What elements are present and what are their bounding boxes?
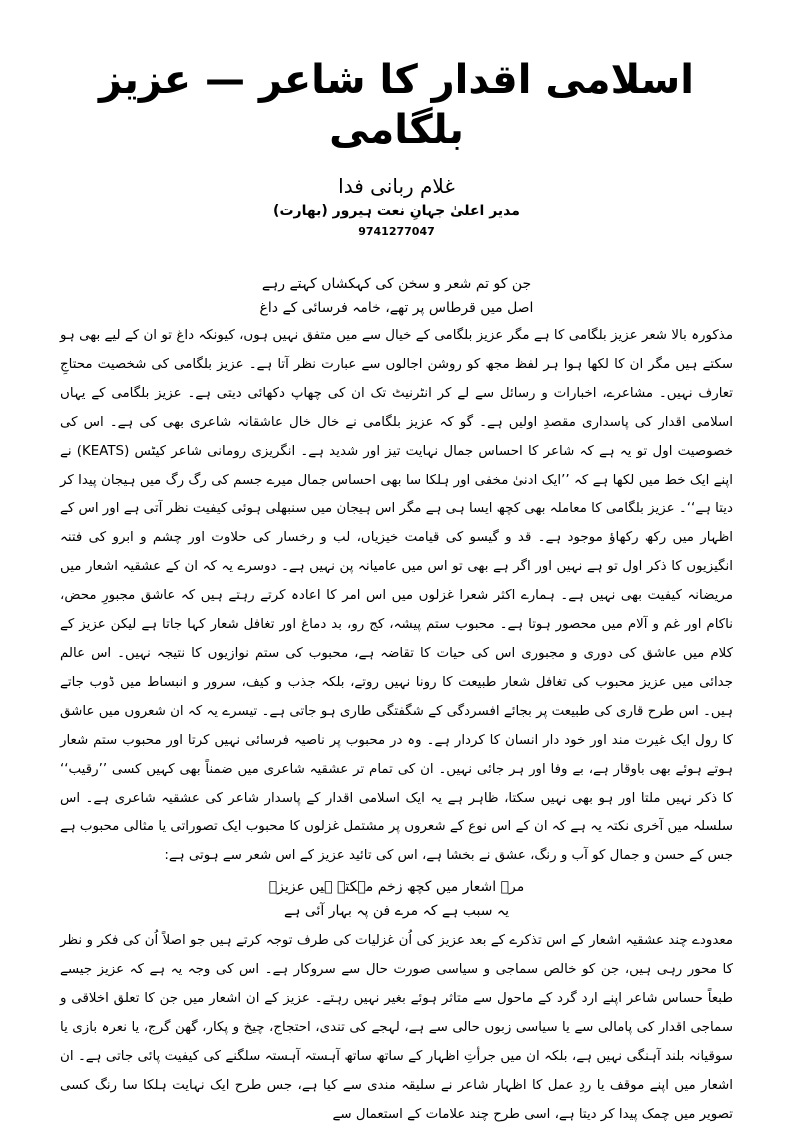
opening-verse-line-1: جن کو تم شعر و سخن کی کہکشاں کہتے رہے — [261, 276, 532, 292]
opening-verse — [60, 272, 733, 320]
inline-verse-line-2: یہ سبب ہے کہ مرے فن پہ بہار آئی ہے — [284, 903, 509, 920]
author-role: مدیر اعلیٰ جہانِ نعت ہیرور (بھارت) — [273, 203, 520, 219]
author-phone: 9741277047 — [358, 225, 435, 238]
author-name: غلام ربانی فدا — [338, 174, 455, 198]
author-block — [60, 173, 733, 238]
body-paragraph-1: مذکورہ بالا شعر عزیز بلگامی کا ہے مگر عزیز بلگامی کے خیال سے میں متفق نہیں ہوں، کیونکہ داغ تو ان کے لیے بھی ہو سکتے ہیں مگر ان کا لکھا ہوا ہر لفظ مجھ کو روشن اجالوں سے عبارت نظر آتا ہے۔ عزیز بلگامی کی شخصیت محتاجِ تعارف نہیں۔ مشاعرے، اخبارات و رسائل سے لے کر انٹرنیٹ تک ان کی چھاپ دکھائی دیتی ہے۔ عزیز بلگامی کے یہاں اسلامی اقدار کی پاسداری مقصدِ اولیں ہے۔ گو کہ عزیز بلگامی نے خال خال عاشقانہ شاعری بھی کی ہے۔ اس کی خصوصیت اول تو یہ ہے کہ شاعر کا احساس جمال نہایت تیز اور شدید ہے۔ انگریزی رومانی شاعر کیٹس (KEATS) نے اپنے ایک خط میں لکھا ہے کہ ’’ایک ادنیٰ مخفی اور ہلکا سا بھی احساس جمال میرے جسم کی رگ رگ میں ہیجان پیدا کر دیتا ہے‘‘۔ عزیز بلگامی کا معاملہ بھی کچھ ایسا ہی ہے مگر اس ہیجان میں سنبھلی ہوئی کیفیت نظر آتی ہے اور اس کے اظہار میں رکھ رکھاؤ موجود ہے۔ قد و گیسو کی قیامت خیزیاں، لب و رخسار کی حلاوت اور چشم و ابرو کی فتنہ انگیزیوں کا ذکر اول تو ہے نہیں اور اگر ہے بھی تو اس میں عامیانہ پن نہیں ہے۔ دوسرے یہ کہ ان کے عشقیہ اشعار میں مریضانہ کیفیت بھی نہیں ہے۔ ہمارے اکثر شعرا غزلوں میں اس امر کا اعادہ کرتے رہتے ہیں کہ عاشق مجبورِ محض، ناکام اور غم و آلام میں محصور ہوتا ہے۔ محبوب ستم پیشہ، کج رو، بد دماغ اور تغافل شعار کہا جاتا ہے لیکن عزیز کے کلام میں عاشق کی دوری و مجبوری اس کی حیات کا تقاضہ ہے، محبوب کی ستم نوازیوں کا نتیجہ نہیں۔ اس عالم جدائی میں عزیز محبوب کی تغافل شعار طبیعت کا رونا نہیں روتے، بلکہ جذب و کیف، سرور و انبساط میں ڈوب جاتے ہیں۔ اس طرح قاری کی طبیعت پر بجائے افسردگی کے شگفتگی طاری ہو جاتی ہے۔ تیسرے یہ کہ ان شعروں میں عاشق کا رول ایک غیرت مند اور خود دار انسان کا کردار ہے۔ وہ در محبوب پر ناصیہ فرسائی نہیں کرتا اور محبوب ستم شعار ہوتے ہوئے بھی باوقار ہے، بے وفا اور ہر جائی نہیں۔ ان کی تمام تر عشقیہ شاعری میں ضمناً بھی کہیں کسی ’’رقیب‘‘ کا ذکر نہیں ملتا اور ہو بھی نہیں سکتا، ظاہر ہے یہ ایک اسلامی اقدار کے پاسدار شاعر کی عشقیہ شاعری ہے۔ اس سلسلہ میں آخری نکتہ یہ ہے کہ ان کے اس نوع کے شعروں پر مشتمل غزلوں کا محبوب ایک تصوراتی یا مثالی محبوب ہے جس کے حسن و جمال کو آب و رنگ، عشق نے بخشا ہے، اس کی تائید عزیز کے اس شعر سے ہوتی ہے: — [59, 328, 733, 864]
inline-verse-line-1: مرے اشعار میں کچھ زخم مہکتے ہیں عزیزؔ — [268, 879, 525, 896]
article-page — [60, 55, 733, 1130]
article-title: اسلامی اقدار کا شاعر — عزیز بلگامی — [99, 57, 694, 153]
body-paragraph-2: معدودے چند عشقیہ اشعار کے اس تذکرے کے بعد عزیز کی اُن غزلیات کی طرف توجہ کرتے ہیں جو اصلاً اُن کی فکر و نظر کا محور رہی ہیں، جن کو خالص سماجی و سیاسی صورت حال سے سروکار ہے۔ اس کی وجہ یہ ہے کہ عزیز جیسے طبعاً حساس شاعر اپنے ارد گرد کے ماحول سے متاثر ہوئے بغیر نہیں رہتے۔ عزیز کے ان اشعار میں جن کا تعلق اخلاقی و سماجی اقدار کی پامالی سے یا سیاسی زبوں حالی سے ہے، لہجے کی تندی، احتجاج، چیخ و پکار، گھن گرج، یا نعرہ بازی یا سوقیانہ بلند آہنگی نہیں ہے، بلکہ ان میں جرأتِ اظہار کے ساتھ ساتھ آہستہ آہستہ سلگنے کی کیفیت پائی جاتی ہے۔ ان اشعار میں اپنے موقف یا ردِ عمل کا اظہار شاعر نے سلیقہ مندی سے کیا ہے، جس طرح ایک نہایت ہلکا سا رنگ کسی تصویر میں چمک پیدا کر دیتا ہے، اسی طرح چند علامات کے استعمال سے — [60, 933, 733, 1122]
opening-verse-line-2: اصل میں قرطاس پر تھے، خامہ فرسائی کے داغ — [259, 300, 534, 316]
inline-verse — [60, 875, 733, 923]
